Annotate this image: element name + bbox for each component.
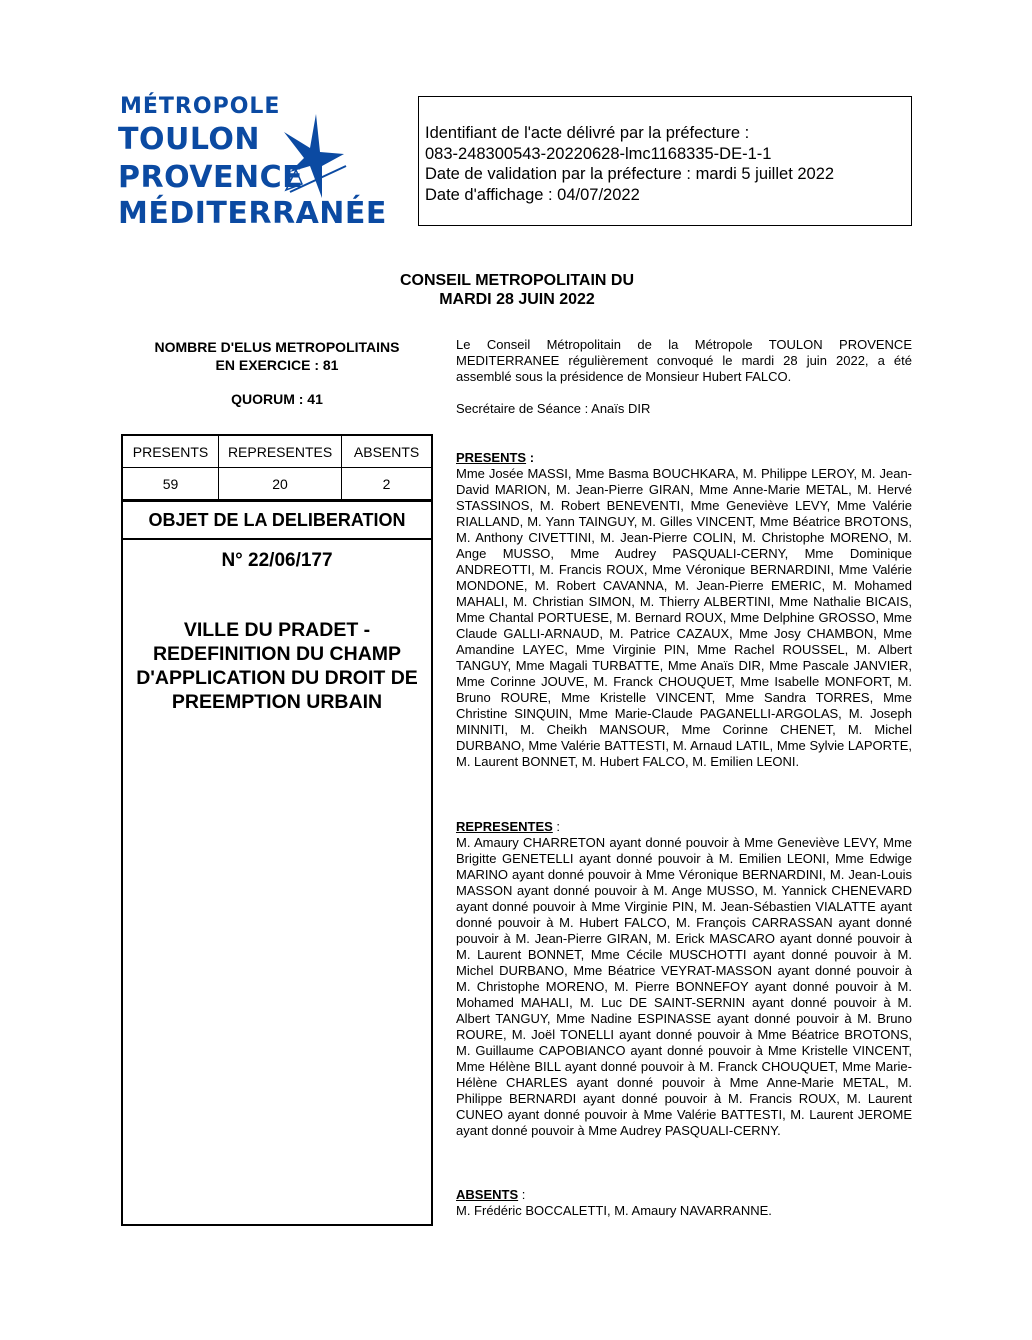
representes-heading <box>456 819 912 835</box>
deliberation-number: N° 22/06/177 <box>221 550 333 571</box>
metropole-logo <box>118 92 387 232</box>
representes-section <box>456 819 912 1139</box>
conseil-title-line1: CONSEIL METROPOLITAIN DU <box>399 272 635 289</box>
conseil-title-line2: MARDI 28 JUIN 2022 <box>439 291 595 308</box>
prefecture-validation-date: Date de validation par la préfecture : mardi 5 juillet 2022 <box>425 165 835 183</box>
logo-line-metropole: MÉTROPOLE <box>120 94 281 119</box>
logo-line-provence: PROVENCE <box>118 160 304 195</box>
presents-section <box>456 450 912 770</box>
representes-list: M. Amaury CHARRETON ayant donné pouvoir à Mme Geneviève LEVY, Mme Brigitte GENETELLI ayant donné pouvoir à M. Emilien LEONI, Mme Edwige MARINO ayant donné pouvoir à Mme Véronique BERNARDINI, M. Jean-Louis MASSON ayant donné pouvoir à M. Ange MUSSO, M. Yannick CHENEVARD ayant donné pouvoir à Mme Virginie PIN, M. Jean-Sébastien VIALATTE ayant donné pouvoir à M. Hubert FALCO, M. François CARRASSAN ayant donné pouvoir à M. Jean-Pierre GIRAN, M. Erick MASCARO ayant donné pouvoir à M. Laurent BONNET, Mme Cécile MUSCHOTTI ayant donné pouvoir à M. Michel DURBANO, Mme Béatrice VEYRAT-MASSON ayant donné pouvoir à M. Christophe MORENO, M. Pierre BONNEFOY ayant donné pouvoir à M. Mohamed MAHALI, M. Luc DE SAINT-SERNIN ayant donné pouvoir à M. Albert TANGUY, Mme Nadine ESPINASSE ayant donné pouvoir à M. Bruno ROURE, M. Joël TONELLI ayant donné pouvoir à Mme Béatrice BROTONS, M. Guillaume CAPOBIANCO ayant donné pouvoir à Mme Kristelle VINCENT, Mme Hélène BILL ayant donné pouvoir à M. Franck CHOUQUET, Mme Marie-Hélène CHARLES ayant donné pouvoir à Mme Anne-Marie METAL, M. Philippe BERNARDI ayant donné pouvoir à M. Francis ROUX, M. Laurent CUNEO ayant donné pouvoir à Mme Valérie BATTESTI, M. Laurent JEROME ayant donné pouvoir à Mme Audrey PASQUALI-CERNY. <box>456 835 912 1138</box>
quorum: QUORUM : 41 <box>231 391 323 407</box>
deliberation-panel <box>121 434 433 1226</box>
value-representes: 20 <box>218 468 341 500</box>
presents-label: PRESENTS <box>456 450 527 465</box>
representes-label: REPRESENTES <box>456 819 553 834</box>
prefecture-identifiant-value: 083-248300543-20220628-lmc1168335-DE-1-1 <box>425 144 772 163</box>
prefecture-affichage-date: Date d'affichage : 04/07/2022 <box>425 185 640 204</box>
deliberation-title: VILLE DU PRADET - REDEFINITION DU CHAMP D'APPLICATION DU DROIT DE PREEMPTION URBAIN <box>136 619 418 713</box>
presents-label-suffix: : <box>526 450 535 465</box>
elus-line1: NOMBRE D'ELUS METROPOLITAINS <box>154 339 400 355</box>
absents-list: M. Frédéric BOCCALETTI, M. Amaury NAVARRANNE. <box>456 1203 772 1218</box>
conseil-title <box>300 271 734 309</box>
prefecture-identifiant-label: Identifiant de l'acte délivré par la préfecture : <box>425 124 750 142</box>
absents-heading <box>456 1187 912 1203</box>
value-presents: 59 <box>123 468 218 500</box>
attendance-header-row <box>123 436 431 468</box>
header-absents: ABSENTS <box>342 436 431 468</box>
secretaire-seance: Secrétaire de Séance : Anaïs DIR <box>456 401 651 416</box>
presents-heading <box>456 450 912 466</box>
absents-section <box>456 1187 912 1219</box>
intro-paragraph: Le Conseil Métropolitain de la Métropole TOULON PROVENCE MEDITERRANEE régulièrement convoqué le mardi 28 juin 2022, a été assemblé sous la présidence de Monsieur Hubert FALCO. <box>456 337 912 384</box>
header-presents: PRESENTS <box>123 436 218 468</box>
logo-line-toulon: TOULON <box>118 122 260 157</box>
elus-line2: EN EXERCICE : 81 <box>215 357 339 373</box>
absents-label: ABSENTS <box>456 1187 519 1202</box>
prefecture-info-box <box>418 96 912 226</box>
attendance-table <box>123 436 431 500</box>
star-logo-icon <box>276 110 348 202</box>
attendance-value-row <box>123 468 431 500</box>
objet-heading: OBJET DE LA DELIBERATION <box>123 500 431 540</box>
presents-list: Mme Josée MASSI, Mme Basma BOUCHKARA, M. Philippe LEROY, M. Jean-David MARION, M. Jean-Pierre GIRAN, Mme Anne-Marie METAL, M. Hervé STASSINOS, M. Robert BENEVENTI, Mme Geneviève LEVY, Mme Valérie RIALLAND, M. Yann TAINGUY, M. Gilles VINCENT, Mme Béatrice BROTONS, M. Anthony CIVETTINI, M. Jean-Pierre COLIN, M. Christophe MORENO, M. Ange MUSSO, Mme Audrey PASQUALI-CERNY, Mme Dominique ANDREOTTI, M. Francis ROUX, Mme Véronique BERNARDINI, Mme Valérie MONDONE, M. Robert CAVANNA, M. Jean-Pierre EMERIC, M. Mohamed MAHALI, M. Christian SIMON, M. Thierry ALBERTINI, Mme Nathalie BICAIS, Mme Chantal PORTUESE, M. Bernard ROUX, Mme Delphine GROSSO, Mme Claude GALLI-ARNAUD, M. Patrice CAZAUX, Mme Josy CHAMBON, Mme Amandine LAYEC, Mme Virginie PIN, Mme Rachel ROUSSEL, M. Albert TANGUY, Mme Magali TURBATTE, Mme Anaïs DIR, Mme Pascale JANVIER, Mme Corinne JOUVE, M. Franck CHOUQUET, Mme Isabelle MONFORT, M. Bruno ROURE, Mme Kristelle VINCENT, Mme Sandra TORRES, Mme Christine SINQUIN, Mme Marie-Claude PAGANELLI-ARGOLAS, M. Joseph MINNITI, M. Cheikh MANSOUR, Mme Corinne CHENET, M. Michel DURBANO, Mme Valérie BATTESTI, M. Arnaud LATIL, Mme Sylvie LAPORTE, M. Laurent BONNET, M. Hubert FALCO, M. Emilien LEONI. <box>456 466 912 769</box>
logo-line-mediterranee: MÉDITERRANÉE <box>118 196 387 231</box>
elus-count <box>120 338 434 374</box>
value-absents: 2 <box>342 468 431 500</box>
representes-label-suffix: : <box>552 819 561 834</box>
absents-label-suffix: : <box>518 1187 526 1202</box>
header-representes: REPRESENTES <box>218 436 341 468</box>
